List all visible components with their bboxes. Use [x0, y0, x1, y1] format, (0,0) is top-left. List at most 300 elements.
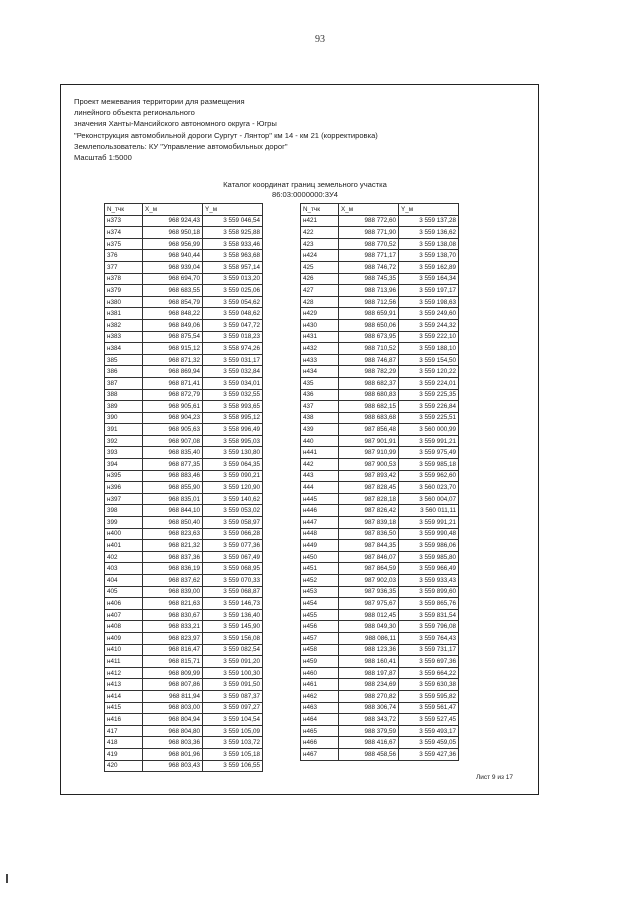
y-coordinate-cell: 3 559 527,45 — [399, 714, 459, 726]
table-row — [105, 505, 263, 517]
y-coordinate-cell: 3 559 831,54 — [399, 609, 459, 621]
x-coordinate-cell: 968 844,10 — [143, 505, 203, 517]
x-coordinate-cell: 988 683,68 — [339, 412, 399, 424]
x-coordinate-cell: 968 839,00 — [143, 586, 203, 598]
point-number-cell: н395 — [105, 470, 143, 482]
point-number-cell: 417 — [105, 725, 143, 737]
point-number-cell: 391 — [105, 424, 143, 436]
x-coordinate-cell: 987 828,45 — [339, 482, 399, 494]
x-coordinate-cell: 988 086,11 — [339, 632, 399, 644]
x-coordinate-cell: 968 850,40 — [143, 517, 203, 529]
table-row — [105, 331, 263, 343]
y-coordinate-cell: 3 559 070,33 — [203, 575, 263, 587]
y-coordinate-cell: 3 559 561,47 — [399, 702, 459, 714]
table-row — [301, 319, 459, 331]
table-row — [105, 714, 263, 726]
y-coordinate-cell: 3 559 032,84 — [203, 366, 263, 378]
x-coordinate-cell: 987 902,03 — [339, 575, 399, 587]
point-number-cell: 385 — [105, 354, 143, 366]
x-coordinate-cell: 988 710,52 — [339, 343, 399, 355]
table-row — [105, 389, 263, 401]
point-number-cell: 439 — [301, 424, 339, 436]
y-coordinate-cell: 3 559 764,43 — [399, 632, 459, 644]
y-coordinate-cell: 3 559 975,49 — [399, 447, 459, 459]
y-coordinate-cell: 3 559 137,28 — [399, 215, 459, 227]
table-row — [105, 725, 263, 737]
x-coordinate-cell: 968 871,41 — [143, 377, 203, 389]
x-coordinate-cell: 968 816,47 — [143, 644, 203, 656]
y-coordinate-cell: 3 559 796,08 — [399, 621, 459, 633]
y-coordinate-cell: 3 560 000,99 — [399, 424, 459, 436]
table-row — [301, 493, 459, 505]
y-coordinate-cell: 3 559 032,55 — [203, 389, 263, 401]
y-coordinate-cell: 3 559 493,17 — [399, 725, 459, 737]
point-number-cell: н467 — [301, 748, 339, 760]
y-coordinate-cell: 3 559 664,22 — [399, 667, 459, 679]
table-row — [301, 702, 459, 714]
table-row — [105, 343, 263, 355]
point-number-cell: н373 — [105, 215, 143, 227]
point-number-cell: 444 — [301, 482, 339, 494]
point-number-cell: н453 — [301, 586, 339, 598]
point-number-cell: н381 — [105, 308, 143, 320]
table-row — [105, 644, 263, 656]
coordinates-table-left — [104, 203, 263, 772]
table-row — [105, 656, 263, 668]
margin-mark — [6, 874, 8, 883]
table-row — [105, 273, 263, 285]
table-row — [105, 412, 263, 424]
point-number-cell: 377 — [105, 261, 143, 273]
y-coordinate-cell: 3 559 090,21 — [203, 470, 263, 482]
x-coordinate-cell: 987 828,18 — [339, 493, 399, 505]
point-number-cell: н455 — [301, 609, 339, 621]
y-coordinate-cell: 3 559 427,36 — [399, 748, 459, 760]
x-coordinate-cell: 968 869,94 — [143, 366, 203, 378]
point-number-cell: н380 — [105, 296, 143, 308]
table-row — [105, 586, 263, 598]
table-row — [301, 261, 459, 273]
x-coordinate-cell: 987 839,18 — [339, 517, 399, 529]
x-coordinate-cell: 968 801,96 — [143, 748, 203, 760]
y-coordinate-cell: 3 558 963,68 — [203, 250, 263, 262]
point-number-cell: н454 — [301, 598, 339, 610]
x-coordinate-cell: 988 771,90 — [339, 227, 399, 239]
point-number-cell: н456 — [301, 621, 339, 633]
point-number-cell: 426 — [301, 273, 339, 285]
y-coordinate-cell: 3 559 091,50 — [203, 679, 263, 691]
y-coordinate-cell: 3 559 105,18 — [203, 748, 263, 760]
table-row — [105, 540, 263, 552]
point-number-cell: н449 — [301, 540, 339, 552]
y-coordinate-cell: 3 558 933,46 — [203, 238, 263, 250]
table-row — [301, 343, 459, 355]
column-header-point: N_тчк — [301, 204, 339, 216]
table-row — [301, 285, 459, 297]
table-row — [301, 250, 459, 262]
y-coordinate-cell: 3 559 966,49 — [399, 563, 459, 575]
point-number-cell: н459 — [301, 656, 339, 668]
catalog-title — [160, 180, 450, 200]
y-coordinate-cell: 3 559 136,40 — [203, 609, 263, 621]
table-row — [301, 609, 459, 621]
point-number-cell: 435 — [301, 377, 339, 389]
x-coordinate-cell: 968 875,54 — [143, 331, 203, 343]
y-coordinate-cell: 3 559 630,38 — [399, 679, 459, 691]
point-number-cell: н382 — [105, 319, 143, 331]
table-row — [301, 748, 459, 760]
x-coordinate-cell: 968 821,32 — [143, 540, 203, 552]
point-number-cell: н384 — [105, 343, 143, 355]
y-coordinate-cell: 3 559 138,70 — [399, 250, 459, 262]
y-coordinate-cell: 3 559 145,90 — [203, 621, 263, 633]
point-number-cell: н414 — [105, 690, 143, 702]
y-coordinate-cell: 3 559 164,34 — [399, 273, 459, 285]
x-coordinate-cell: 968 837,36 — [143, 551, 203, 563]
x-coordinate-cell: 968 849,06 — [143, 319, 203, 331]
y-coordinate-cell: 3 559 103,72 — [203, 737, 263, 749]
x-coordinate-cell: 988 659,91 — [339, 308, 399, 320]
x-coordinate-cell: 968 939,04 — [143, 261, 203, 273]
y-coordinate-cell: 3 559 082,54 — [203, 644, 263, 656]
column-header-x: X_м — [339, 204, 399, 216]
y-coordinate-cell: 3 559 222,10 — [399, 331, 459, 343]
point-number-cell: н374 — [105, 227, 143, 239]
table-row — [301, 435, 459, 447]
x-coordinate-cell: 988 160,41 — [339, 656, 399, 668]
x-coordinate-cell: 968 848,22 — [143, 308, 203, 320]
table-row — [105, 551, 263, 563]
table-row — [301, 447, 459, 459]
point-number-cell: 427 — [301, 285, 339, 297]
table-row — [105, 366, 263, 378]
table-row — [301, 459, 459, 471]
table-row — [301, 215, 459, 227]
y-coordinate-cell: 3 559 985,18 — [399, 459, 459, 471]
x-coordinate-cell: 968 905,61 — [143, 401, 203, 413]
point-number-cell: 399 — [105, 517, 143, 529]
table-row — [105, 435, 263, 447]
x-coordinate-cell: 968 905,63 — [143, 424, 203, 436]
point-number-cell: 425 — [301, 261, 339, 273]
table-body — [105, 215, 263, 772]
y-coordinate-cell: 3 559 031,17 — [203, 354, 263, 366]
point-number-cell: н433 — [301, 354, 339, 366]
table-row — [301, 563, 459, 575]
point-number-cell: н462 — [301, 690, 339, 702]
y-coordinate-cell: 3 559 197,17 — [399, 285, 459, 297]
table-row — [301, 296, 459, 308]
y-coordinate-cell: 3 558 957,14 — [203, 261, 263, 273]
x-coordinate-cell: 988 123,36 — [339, 644, 399, 656]
column-header-y: Y_м — [399, 204, 459, 216]
y-coordinate-cell: 3 558 995,03 — [203, 435, 263, 447]
y-coordinate-cell: 3 559 047,72 — [203, 319, 263, 331]
y-coordinate-cell: 3 559 100,30 — [203, 667, 263, 679]
table-row — [105, 517, 263, 529]
x-coordinate-cell: 968 804,80 — [143, 725, 203, 737]
table-row — [105, 493, 263, 505]
column-header-point: N_тчк — [105, 204, 143, 216]
point-number-cell: 419 — [105, 748, 143, 760]
point-number-cell: н383 — [105, 331, 143, 343]
table-row — [301, 737, 459, 749]
page-number: 93 — [315, 34, 325, 45]
x-coordinate-cell: 988 746,87 — [339, 354, 399, 366]
y-coordinate-cell: 3 559 224,01 — [399, 377, 459, 389]
point-number-cell: н401 — [105, 540, 143, 552]
table-row — [105, 702, 263, 714]
y-coordinate-cell: 3 559 091,20 — [203, 656, 263, 668]
y-coordinate-cell: 3 559 104,54 — [203, 714, 263, 726]
point-number-cell: н410 — [105, 644, 143, 656]
y-coordinate-cell: 3 559 048,62 — [203, 308, 263, 320]
x-coordinate-cell: 988 012,45 — [339, 609, 399, 621]
y-coordinate-cell: 3 559 154,50 — [399, 354, 459, 366]
point-number-cell: 388 — [105, 389, 143, 401]
y-coordinate-cell: 3 558 995,12 — [203, 412, 263, 424]
table-row — [105, 760, 263, 772]
point-number-cell: 394 — [105, 459, 143, 471]
point-number-cell: 440 — [301, 435, 339, 447]
table-row — [105, 377, 263, 389]
point-number-cell: н464 — [301, 714, 339, 726]
x-coordinate-cell: 988 772,60 — [339, 215, 399, 227]
point-number-cell: 405 — [105, 586, 143, 598]
point-number-cell: н396 — [105, 482, 143, 494]
point-number-cell: н441 — [301, 447, 339, 459]
y-coordinate-cell: 3 559 146,73 — [203, 598, 263, 610]
table-row — [301, 517, 459, 529]
table-row — [105, 598, 263, 610]
table-row — [301, 656, 459, 668]
point-number-cell: 436 — [301, 389, 339, 401]
table-row — [105, 227, 263, 239]
table-row — [301, 725, 459, 737]
table-row — [301, 308, 459, 320]
y-coordinate-cell: 3 558 974,26 — [203, 343, 263, 355]
column-header-y: Y_м — [203, 204, 263, 216]
point-number-cell: н434 — [301, 366, 339, 378]
x-coordinate-cell: 968 694,70 — [143, 273, 203, 285]
table-row — [301, 575, 459, 587]
x-coordinate-cell: 988 458,56 — [339, 748, 399, 760]
point-number-cell: н466 — [301, 737, 339, 749]
point-number-cell: н416 — [105, 714, 143, 726]
coordinates-table-right — [300, 203, 459, 761]
point-number-cell: 423 — [301, 238, 339, 250]
point-number-cell: н408 — [105, 621, 143, 633]
point-number-cell: н397 — [105, 493, 143, 505]
y-coordinate-cell: 3 559 459,05 — [399, 737, 459, 749]
point-number-cell: 404 — [105, 575, 143, 587]
x-coordinate-cell: 988 712,56 — [339, 296, 399, 308]
y-coordinate-cell: 3 559 053,02 — [203, 505, 263, 517]
y-coordinate-cell: 3 559 105,09 — [203, 725, 263, 737]
x-coordinate-cell: 988 745,35 — [339, 273, 399, 285]
point-number-cell: н412 — [105, 667, 143, 679]
point-number-cell: н430 — [301, 319, 339, 331]
table-row — [105, 424, 263, 436]
point-number-cell: 418 — [105, 737, 143, 749]
y-coordinate-cell: 3 559 225,51 — [399, 412, 459, 424]
point-number-cell: 438 — [301, 412, 339, 424]
x-coordinate-cell: 968 803,43 — [143, 760, 203, 772]
x-coordinate-cell: 968 907,08 — [143, 435, 203, 447]
point-number-cell: н415 — [105, 702, 143, 714]
x-coordinate-cell: 968 837,62 — [143, 575, 203, 587]
y-coordinate-cell: 3 559 077,36 — [203, 540, 263, 552]
table-row — [105, 238, 263, 250]
table-body — [301, 215, 459, 760]
x-coordinate-cell: 968 836,19 — [143, 563, 203, 575]
header-line: линейного объекта регионального — [74, 108, 195, 118]
table-row — [301, 377, 459, 389]
table-row — [105, 319, 263, 331]
x-coordinate-cell: 988 379,59 — [339, 725, 399, 737]
point-number-cell: н452 — [301, 575, 339, 587]
x-coordinate-cell: 987 893,42 — [339, 470, 399, 482]
y-coordinate-cell: 3 559 595,82 — [399, 690, 459, 702]
y-coordinate-cell: 3 559 244,32 — [399, 319, 459, 331]
x-coordinate-cell: 988 343,72 — [339, 714, 399, 726]
x-coordinate-cell: 968 950,18 — [143, 227, 203, 239]
x-coordinate-cell: 968 804,94 — [143, 714, 203, 726]
table-row — [105, 250, 263, 262]
x-coordinate-cell: 968 830,67 — [143, 609, 203, 621]
y-coordinate-cell: 3 559 066,28 — [203, 528, 263, 540]
x-coordinate-cell: 968 833,21 — [143, 621, 203, 633]
table-row — [105, 575, 263, 587]
y-coordinate-cell: 3 558 996,49 — [203, 424, 263, 436]
point-number-cell: н424 — [301, 250, 339, 262]
x-coordinate-cell: 988 197,87 — [339, 667, 399, 679]
y-coordinate-cell: 3 559 225,35 — [399, 389, 459, 401]
table-row — [105, 667, 263, 679]
table-row — [105, 679, 263, 691]
point-number-cell: н432 — [301, 343, 339, 355]
x-coordinate-cell: 968 835,01 — [143, 493, 203, 505]
header-line: Масштаб 1:5000 — [74, 153, 132, 163]
x-coordinate-cell: 968 807,86 — [143, 679, 203, 691]
y-coordinate-cell: 3 559 156,08 — [203, 632, 263, 644]
x-coordinate-cell: 968 835,40 — [143, 447, 203, 459]
table-row — [105, 354, 263, 366]
x-coordinate-cell: 988 782,29 — [339, 366, 399, 378]
table-row — [105, 690, 263, 702]
y-coordinate-cell: 3 559 120,22 — [399, 366, 459, 378]
x-coordinate-cell: 988 770,52 — [339, 238, 399, 250]
y-coordinate-cell: 3 559 067,49 — [203, 551, 263, 563]
y-coordinate-cell: 3 559 068,95 — [203, 563, 263, 575]
x-coordinate-cell: 987 844,35 — [339, 540, 399, 552]
point-number-cell: 403 — [105, 563, 143, 575]
x-coordinate-cell: 987 900,53 — [339, 459, 399, 471]
x-coordinate-cell: 988 680,83 — [339, 389, 399, 401]
x-coordinate-cell: 968 924,43 — [143, 215, 203, 227]
x-coordinate-cell: 968 815,71 — [143, 656, 203, 668]
y-coordinate-cell: 3 559 249,60 — [399, 308, 459, 320]
x-coordinate-cell: 988 746,72 — [339, 261, 399, 273]
y-coordinate-cell: 3 559 933,43 — [399, 575, 459, 587]
x-coordinate-cell: 968 854,79 — [143, 296, 203, 308]
y-coordinate-cell: 3 559 097,27 — [203, 702, 263, 714]
point-number-cell: н446 — [301, 505, 339, 517]
x-coordinate-cell: 968 872,79 — [143, 389, 203, 401]
y-coordinate-cell: 3 559 986,06 — [399, 540, 459, 552]
y-coordinate-cell: 3 559 130,80 — [203, 447, 263, 459]
point-number-cell: 393 — [105, 447, 143, 459]
x-coordinate-cell: 988 650,06 — [339, 319, 399, 331]
x-coordinate-cell: 968 809,99 — [143, 667, 203, 679]
table-row — [105, 748, 263, 760]
point-number-cell: н400 — [105, 528, 143, 540]
table-row — [301, 528, 459, 540]
y-coordinate-cell: 3 558 993,65 — [203, 401, 263, 413]
x-coordinate-cell: 987 936,35 — [339, 586, 399, 598]
x-coordinate-cell: 987 975,67 — [339, 598, 399, 610]
point-number-cell: н448 — [301, 528, 339, 540]
point-number-cell: н460 — [301, 667, 339, 679]
header-line: Землепользователь: КУ "Управление автомобильных дорог" — [74, 141, 288, 151]
point-number-cell: н461 — [301, 679, 339, 691]
table-row — [105, 447, 263, 459]
table-row — [301, 632, 459, 644]
x-coordinate-cell: 988 771,17 — [339, 250, 399, 262]
point-number-cell: н421 — [301, 215, 339, 227]
x-coordinate-cell: 987 910,99 — [339, 447, 399, 459]
table-row — [105, 470, 263, 482]
point-number-cell: н463 — [301, 702, 339, 714]
point-number-cell: 422 — [301, 227, 339, 239]
table-row — [301, 227, 459, 239]
table-row — [301, 482, 459, 494]
x-coordinate-cell: 987 864,59 — [339, 563, 399, 575]
point-number-cell: н407 — [105, 609, 143, 621]
table-row — [105, 308, 263, 320]
x-coordinate-cell: 988 682,15 — [339, 401, 399, 413]
x-coordinate-cell: 968 855,90 — [143, 482, 203, 494]
table-row — [301, 551, 459, 563]
x-coordinate-cell: 968 803,00 — [143, 702, 203, 714]
table-row — [105, 215, 263, 227]
point-number-cell: н429 — [301, 308, 339, 320]
x-coordinate-cell: 968 883,46 — [143, 470, 203, 482]
y-coordinate-cell: 3 559 034,01 — [203, 377, 263, 389]
x-coordinate-cell: 968 811,94 — [143, 690, 203, 702]
point-number-cell: н445 — [301, 493, 339, 505]
point-number-cell: н378 — [105, 273, 143, 285]
sheet-label: Лист 9 из 17 — [476, 774, 513, 781]
table-row — [301, 389, 459, 401]
y-coordinate-cell: 3 559 991,21 — [399, 435, 459, 447]
y-coordinate-cell: 3 559 120,90 — [203, 482, 263, 494]
table-row — [301, 505, 459, 517]
table-row — [301, 540, 459, 552]
table-row — [301, 621, 459, 633]
point-number-cell: н375 — [105, 238, 143, 250]
x-coordinate-cell: 968 683,55 — [143, 285, 203, 297]
y-coordinate-cell: 3 559 138,08 — [399, 238, 459, 250]
table-row — [105, 737, 263, 749]
x-coordinate-cell: 988 682,37 — [339, 377, 399, 389]
x-coordinate-cell: 988 049,30 — [339, 621, 399, 633]
table-row — [301, 424, 459, 436]
y-coordinate-cell: 3 559 188,10 — [399, 343, 459, 355]
point-number-cell: 402 — [105, 551, 143, 563]
point-number-cell: н409 — [105, 632, 143, 644]
point-number-cell: 428 — [301, 296, 339, 308]
